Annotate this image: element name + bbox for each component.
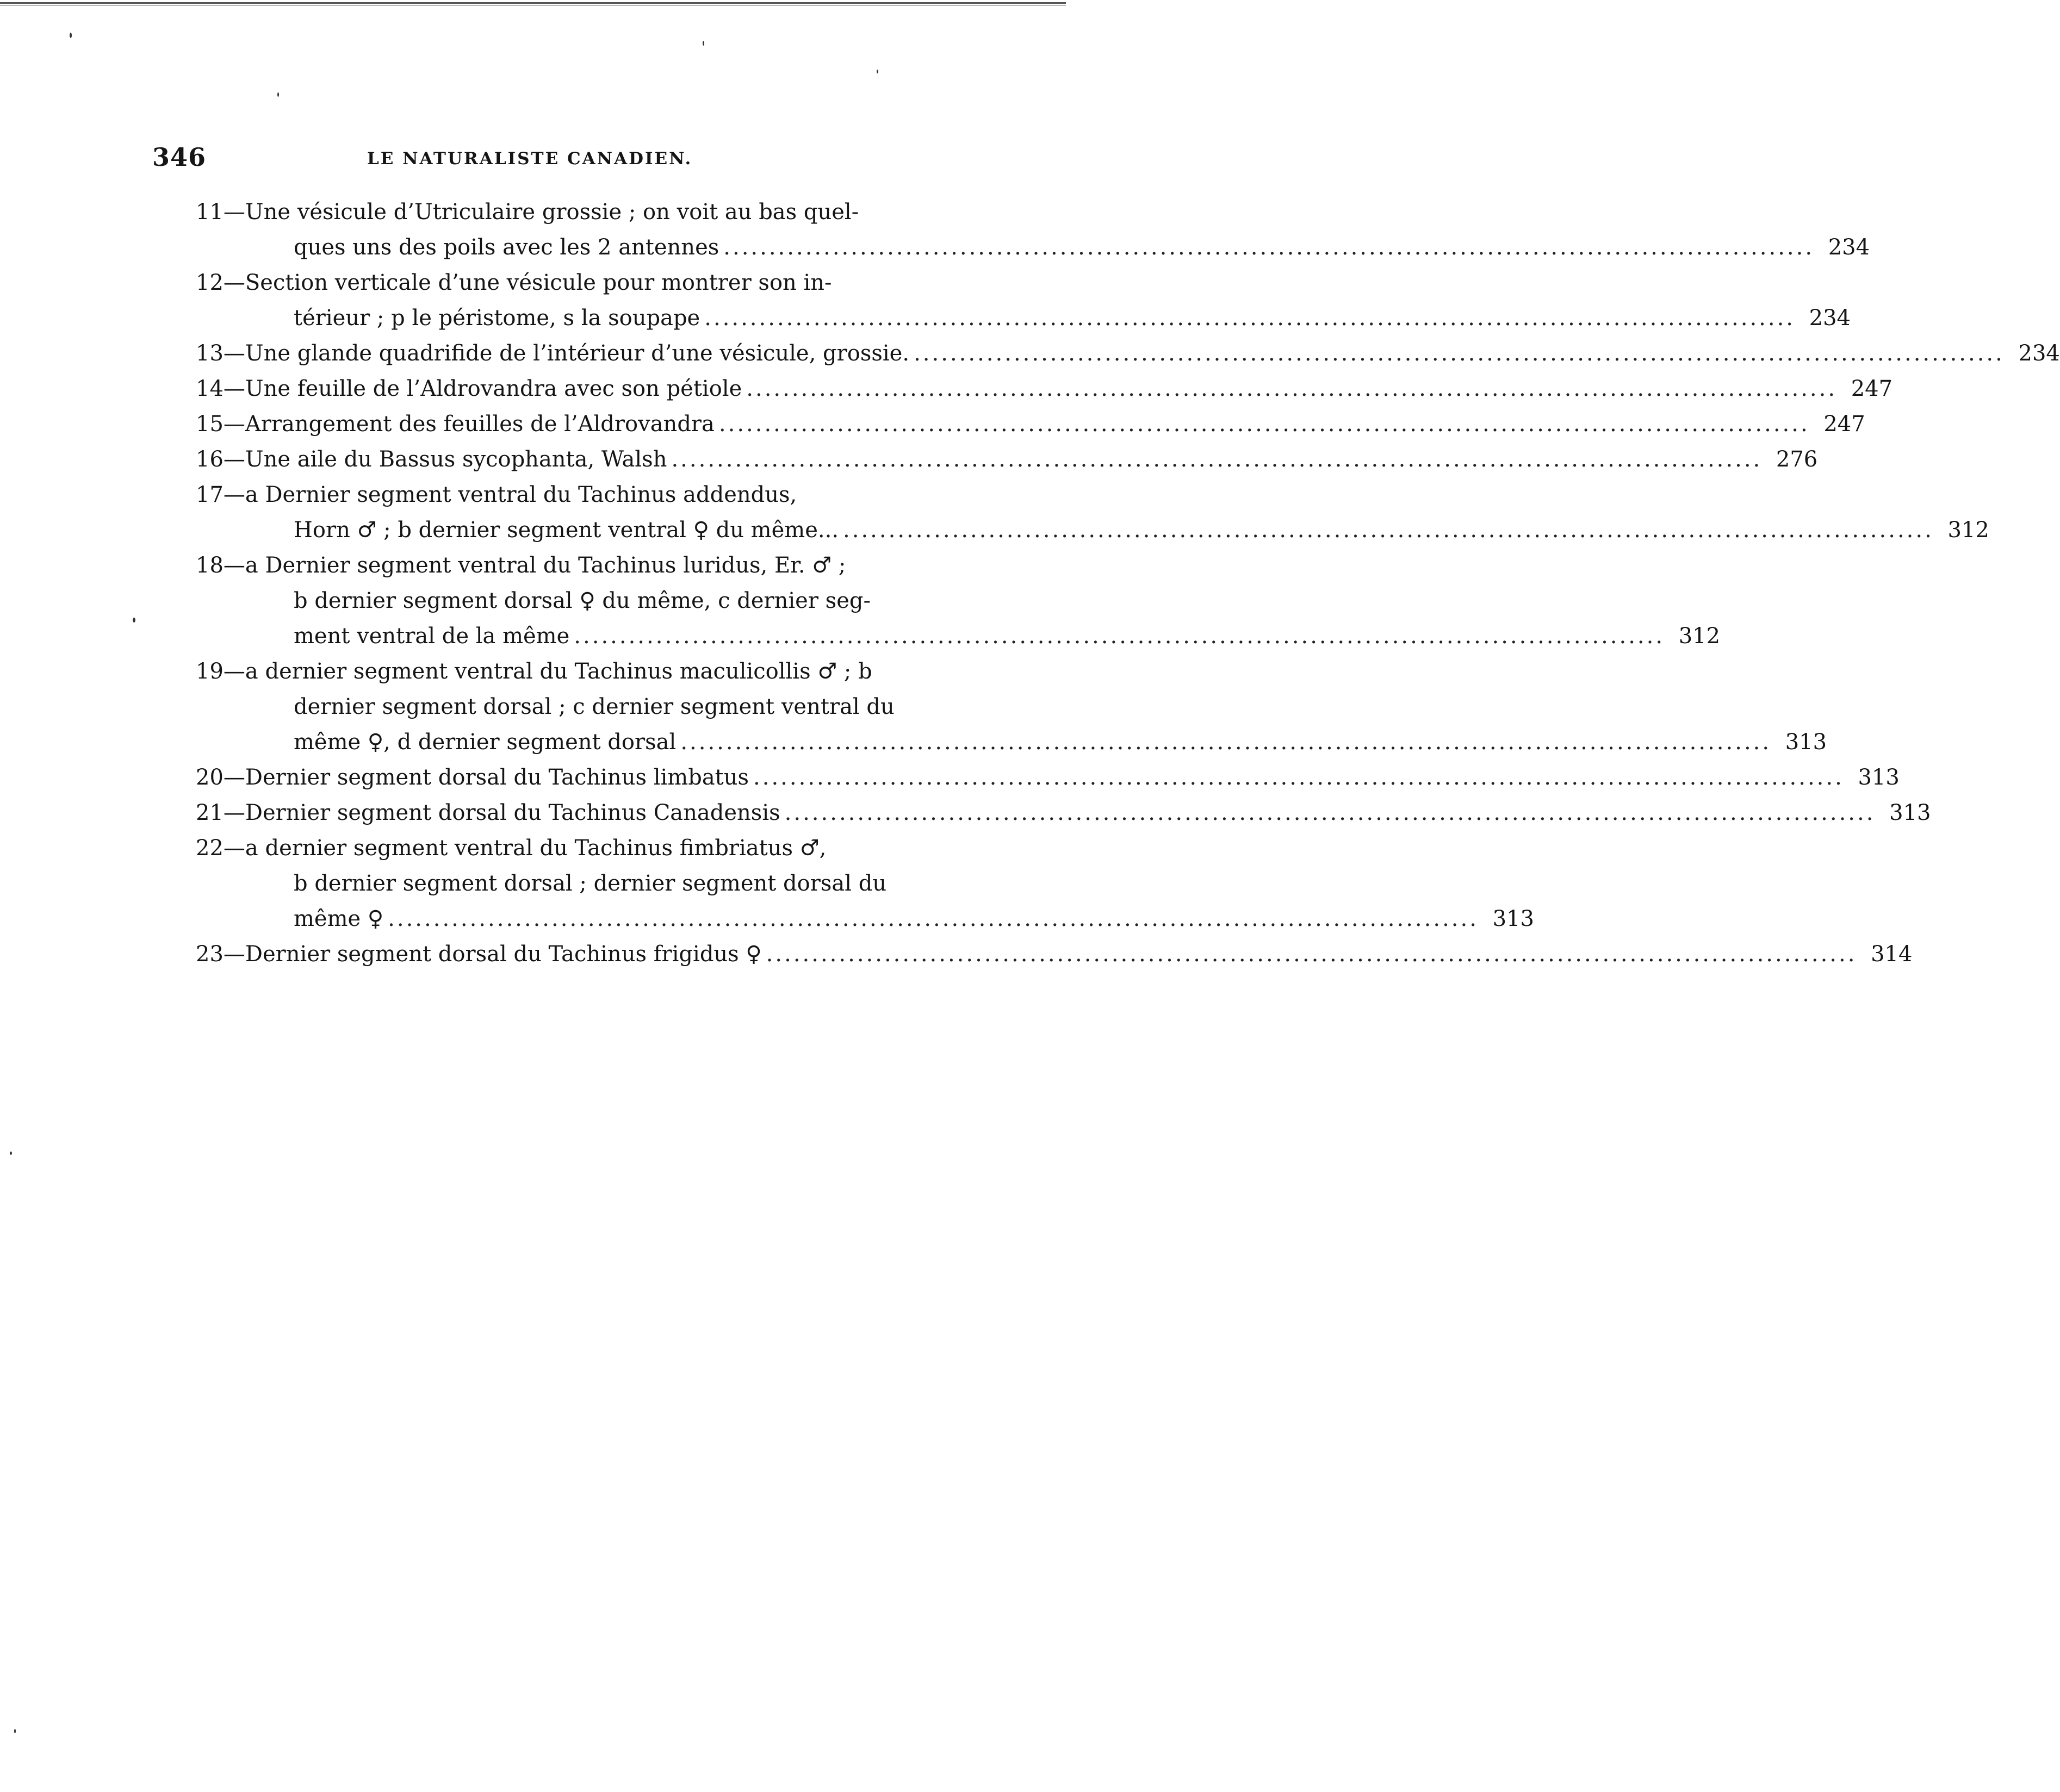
dot-leader: ........................................................................................................................ — [574, 624, 1665, 649]
entry-page-number: 313 — [1889, 800, 1931, 825]
figure-entry — [196, 195, 1870, 265]
entry-page-number: 313 — [1785, 730, 1827, 755]
entry-continuation-line — [196, 689, 979, 725]
entry-page-number: 313 — [1492, 906, 1534, 931]
entry-text: 19—a dernier segment ventral du Tachinus maculicollis ♂ ; b — [196, 659, 872, 684]
dot-leader: ........................................................................................................................ — [704, 306, 1796, 331]
dot-leader: ........................................................................................................................ — [914, 341, 2005, 366]
entry-page-number: 247 — [1823, 412, 1865, 437]
entry-continuation-line — [196, 513, 1989, 548]
figure-entry — [196, 831, 1534, 937]
entry-first-line — [196, 371, 1893, 407]
entry-first-line — [196, 442, 1818, 477]
dot-leader: ........................................................................................................................ — [723, 235, 1815, 260]
entry-text: 17—a Dernier segment ventral du Tachinus addendus, — [196, 482, 797, 507]
entry-first-line — [196, 477, 979, 513]
entry-first-line — [196, 195, 979, 230]
entry-first-line — [196, 407, 1865, 442]
entry-page-number: 247 — [1851, 376, 1893, 401]
entry-first-line — [196, 548, 979, 583]
figure-entry — [196, 477, 1989, 548]
dot-leader: ........................................................................................................................ — [680, 730, 1772, 755]
figure-entry — [196, 371, 1893, 407]
entry-page-number: 276 — [1776, 447, 1818, 472]
figure-entry — [196, 336, 2060, 371]
entry-text: ment ventral de la même — [294, 624, 570, 649]
entry-page-number: 312 — [1678, 624, 1721, 649]
entry-text: térieur ; p le péristome, s la soupape — [294, 306, 700, 331]
entry-text: dernier segment dorsal ; c dernier segment ventral du — [294, 694, 895, 719]
entry-page-number: 234 — [1828, 235, 1870, 260]
dot-leader: ........................................................................................................................ — [388, 906, 1479, 931]
figure-entry — [196, 548, 1721, 654]
entry-text: b dernier segment dorsal ♀ du même, c dernier seg- — [294, 588, 871, 613]
entry-text: 20—Dernier segment dorsal du Tachinus limbatus — [196, 765, 749, 790]
entry-text: 22—a dernier segment ventral du Tachinus fimbriatus ♂, — [196, 836, 827, 861]
entry-text: 15—Arrangement des feuilles de l’Aldrovandra — [196, 412, 715, 437]
figure-entry — [196, 760, 1900, 795]
dot-leader: ........................................................................................................................ — [671, 447, 1763, 472]
figure-entry — [196, 795, 1931, 831]
dot-leader: ........................................................................................................................ — [784, 800, 1876, 825]
entry-page-number: 234 — [1809, 306, 1851, 331]
entry-continuation-line — [196, 725, 1827, 760]
dot-leader: ........................................................................................................................ — [753, 765, 1844, 790]
entry-continuation-line — [196, 301, 1851, 336]
entry-page-number: 312 — [1947, 518, 1989, 543]
running-head — [152, 142, 935, 175]
figure-entry — [196, 654, 1827, 760]
page-number: 346 — [152, 142, 207, 172]
entry-first-line — [196, 336, 2060, 371]
entry-continuation-line — [196, 901, 1534, 937]
entry-page-number: 313 — [1858, 765, 1900, 790]
entry-continuation-line — [196, 619, 1721, 654]
entry-text: b dernier segment dorsal ; dernier segment dorsal du — [294, 871, 887, 896]
entry-text: même ♀, d dernier segment dorsal — [294, 730, 677, 755]
journal-title: LE NATURALISTE CANADIEN. — [367, 149, 693, 169]
entry-text: 21—Dernier segment dorsal du Tachinus Canadensis — [196, 800, 780, 825]
entry-first-line — [196, 265, 979, 301]
figure-entry — [196, 442, 1818, 477]
entry-text: 14—Une feuille de l’Aldrovandra avec son pétiole — [196, 376, 742, 401]
entry-text: 13—Une glande quadrifide de l’intérieur d’une vésicule, grossie. — [196, 341, 910, 366]
entry-first-line — [196, 760, 1900, 795]
dot-leader: ........................................................................................................................ — [718, 412, 1810, 437]
entry-text: ques uns des poils avec les 2 antennes — [294, 235, 719, 260]
entry-text: 16—Une aile du Bassus sycophanta, Walsh — [196, 447, 667, 472]
entry-first-line — [196, 654, 979, 689]
entry-continuation-line — [196, 230, 1870, 265]
figure-entry — [196, 937, 1913, 972]
entry-text: Horn ♂ ; b dernier segment ventral ♀ du même... — [294, 518, 839, 543]
entry-text: 11—Une vésicule d’Utriculaire grossie ; on voit au bas quel- — [196, 200, 859, 225]
entry-continuation-line — [196, 583, 979, 619]
top-edge-rule — [0, 2, 1066, 8]
dot-leader: ........................................................................................................................ — [746, 376, 1838, 401]
entry-continuation-line — [196, 866, 979, 901]
figure-list — [196, 195, 2060, 972]
dot-leader: ........................................................................................................................ — [766, 942, 1857, 967]
figure-entry — [196, 407, 1865, 442]
entry-first-line — [196, 831, 979, 866]
entry-text: 18—a Dernier segment ventral du Tachinus luridus, Er. ♂ ; — [196, 553, 846, 578]
entry-page-number: 314 — [1871, 942, 1913, 967]
dot-leader: ........................................................................................................................ — [843, 518, 1934, 543]
entry-text: 12—Section verticale d’une vésicule pour montrer son in- — [196, 270, 832, 295]
entry-text: même ♀ — [294, 906, 384, 931]
entry-page-number: 234 — [2018, 341, 2060, 366]
entry-first-line — [196, 937, 1913, 972]
entry-text: 23—Dernier segment dorsal du Tachinus frigidus ♀ — [196, 942, 762, 967]
entry-first-line — [196, 795, 1931, 831]
figure-entry — [196, 265, 1851, 336]
